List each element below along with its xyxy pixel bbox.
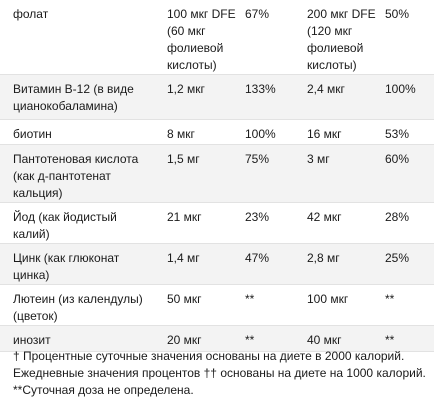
daily-value-1: 23% [245, 210, 270, 224]
daily-value-2: 100% [385, 82, 416, 96]
footnotes [13, 348, 431, 399]
table-row [0, 145, 434, 203]
amount-serving-2: 42 мкг [307, 210, 342, 224]
amount-serving-1: 1,4 мг [167, 251, 200, 265]
amount-serving-2: 2,8 мг [307, 251, 340, 265]
daily-value-2: 50% [385, 7, 410, 21]
amount-serving-2: 3 мг [307, 152, 330, 166]
table-row [0, 120, 434, 145]
table-row [0, 285, 434, 326]
amount-serving-1: 1,5 мг [167, 152, 200, 166]
nutrient-name: Витамин B-12 (в виде цианокобаламина) [13, 82, 134, 113]
nutrient-name: Цинк (как глюконат цинка) [13, 251, 120, 282]
daily-value-1: 67% [245, 7, 270, 21]
nutrient-name: Йод (как йодистый калий) [13, 210, 117, 241]
amount-serving-2: 2,4 мкг [307, 82, 345, 96]
amount-serving-1: 21 мкг [167, 210, 202, 224]
nutrient-name: Пантотеновая кислота (как д-пантотенат кальция) [13, 152, 139, 200]
amount-serving-1: 50 мкг [167, 292, 202, 306]
nutrient-name: Лютеин (из календулы) (цветок) [13, 292, 143, 323]
daily-value-2: 53% [385, 127, 410, 141]
amount-serving-1: 100 мкг DFE (60 мкг фолиевой кислоты) [167, 7, 236, 72]
nutrient-name: биотин [13, 127, 52, 141]
daily-value-1: ** [245, 292, 255, 306]
nutrient-name: инозит [13, 333, 51, 347]
daily-value-2: 28% [385, 210, 410, 224]
daily-value-1: 133% [245, 82, 276, 96]
amount-serving-1: 20 мкг [167, 333, 202, 347]
table-row [0, 244, 434, 285]
daily-value-1: 100% [245, 127, 276, 141]
daily-value-2: 25% [385, 251, 410, 265]
footnote-2: Ежедневные значения процентов †† основаны на диете на 1000 калорий. [13, 366, 426, 380]
daily-value-2: 60% [385, 152, 410, 166]
amount-serving-2: 16 мкг [307, 127, 342, 141]
table-row [0, 75, 434, 120]
amount-serving-1: 1,2 мкг [167, 82, 205, 96]
amount-serving-2: 40 мкг [307, 333, 342, 347]
footnote-1: † Процентные суточные значения основаны на диете в 2000 калорий. [13, 349, 405, 363]
amount-serving-2: 200 мкг DFE (120 мкг фолиевой кислоты) [307, 7, 376, 72]
table-row [0, 0, 434, 75]
nutrient-name: фолат [13, 7, 49, 21]
amount-serving-1: 8 мкг [167, 127, 195, 141]
daily-value-1: 75% [245, 152, 270, 166]
daily-value-1: ** [245, 333, 255, 347]
table-row [0, 203, 434, 244]
daily-value-2: ** [385, 333, 395, 347]
amount-serving-2: 100 мкг [307, 292, 349, 306]
daily-value-1: 47% [245, 251, 270, 265]
footnote-3: **Суточная доза не определена. [13, 383, 194, 397]
daily-value-2: ** [385, 292, 395, 306]
